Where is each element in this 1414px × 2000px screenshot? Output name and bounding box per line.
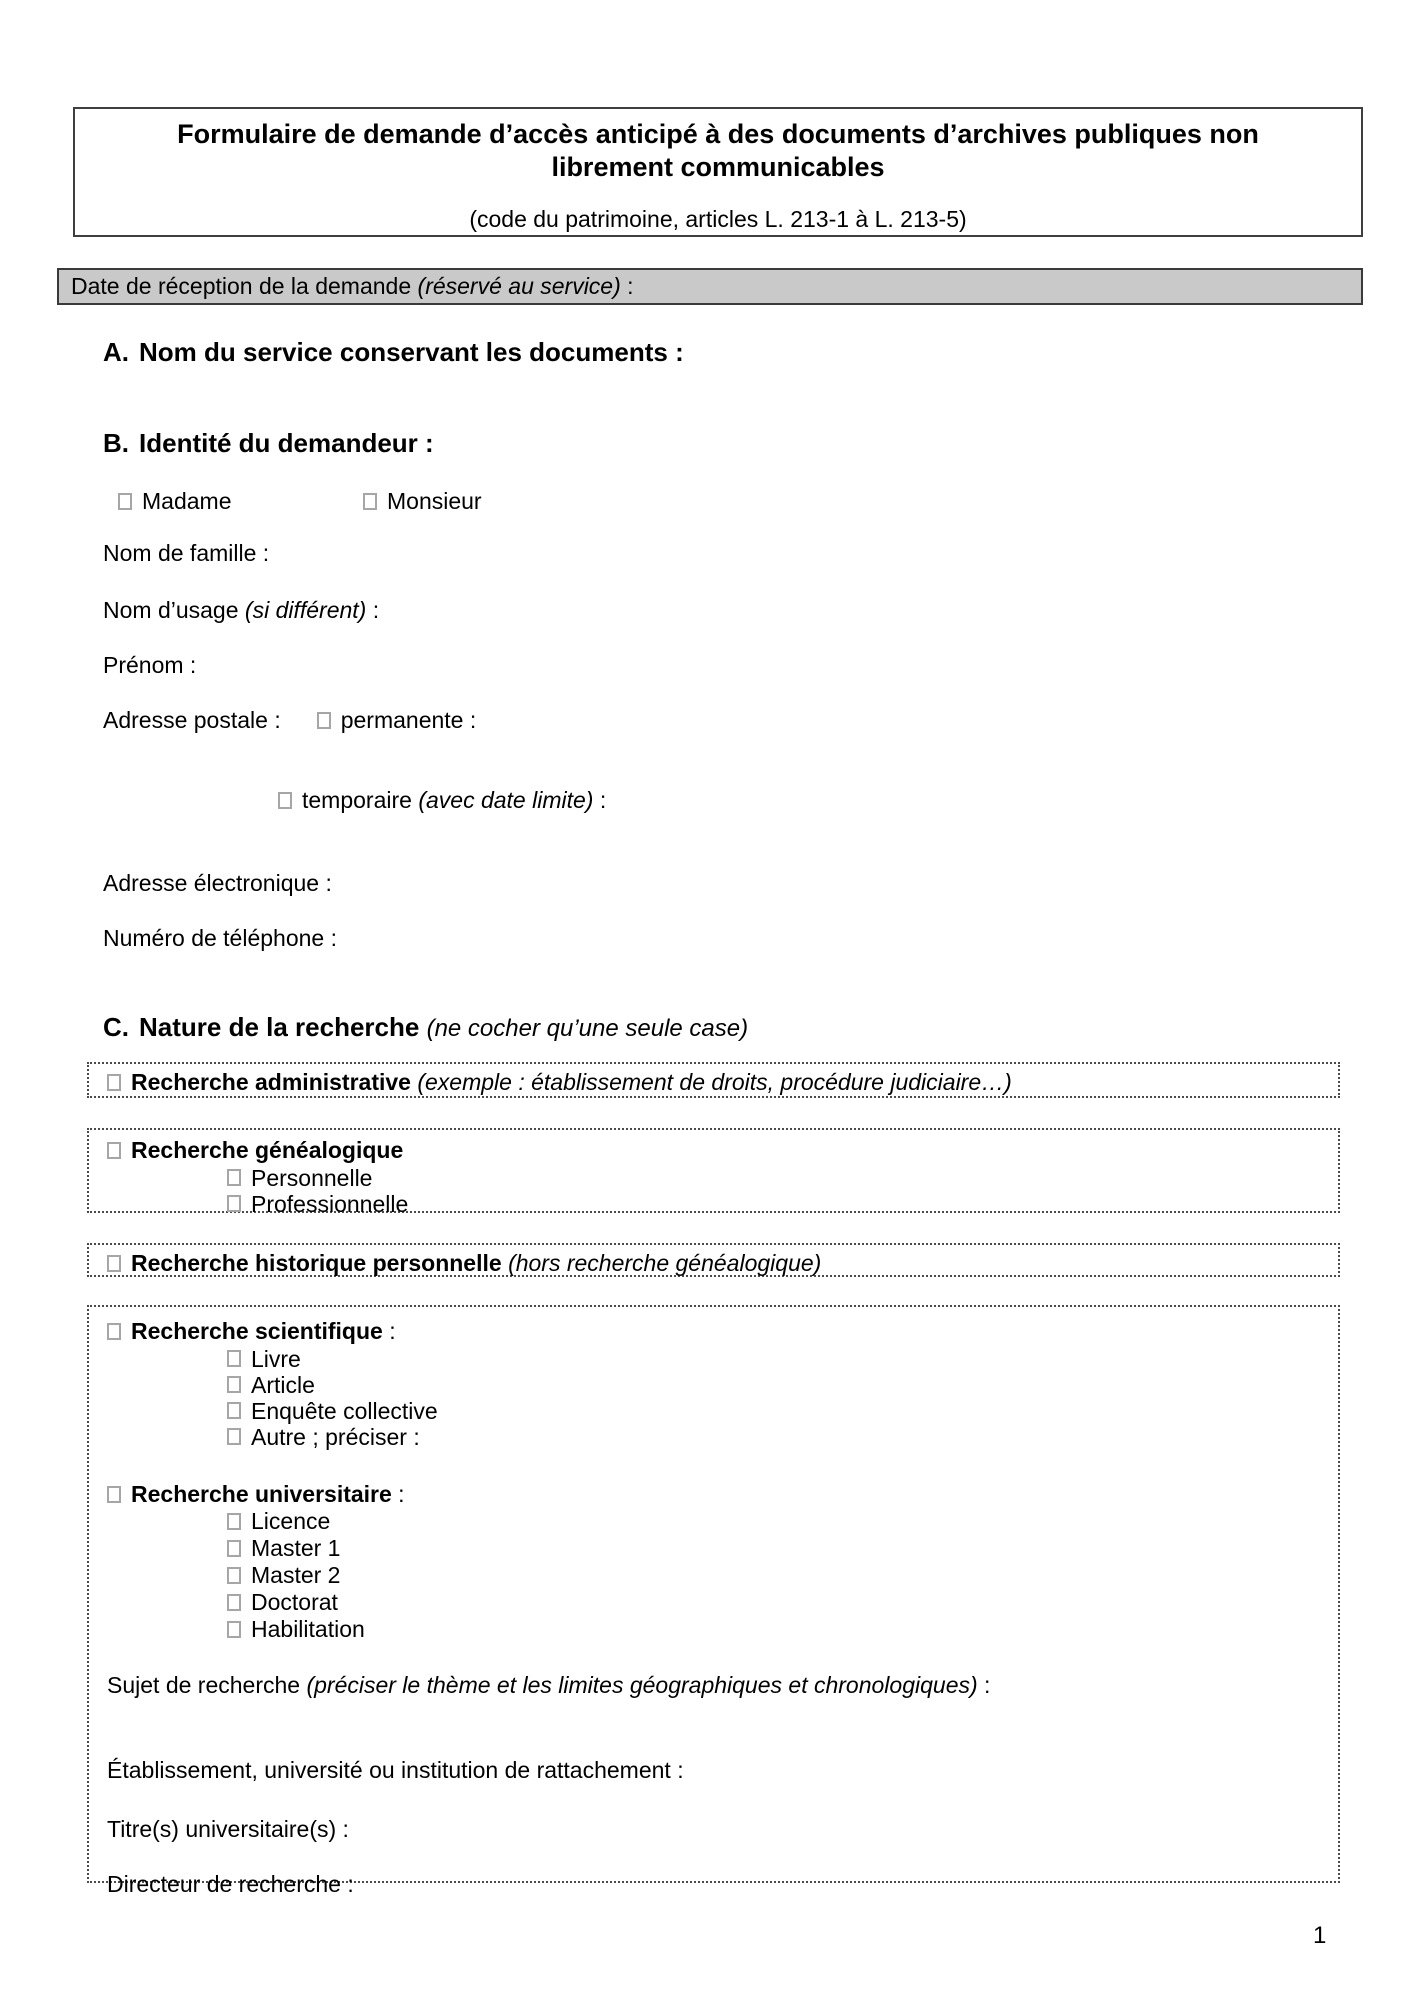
article-label: Article <box>251 1371 315 1398</box>
madame-checkbox[interactable] <box>118 493 132 510</box>
option-personnelle[interactable] <box>227 1165 1324 1191</box>
section-a-header <box>103 337 684 368</box>
monsieur-checkbox[interactable] <box>363 493 377 510</box>
option-professionnelle[interactable] <box>227 1191 1324 1217</box>
autre-checkbox[interactable] <box>227 1428 241 1445</box>
master-2-label: Master 2 <box>251 1562 341 1589</box>
recherche-genealogique-checkbox[interactable] <box>107 1142 121 1159</box>
recherche-universitaire-checkbox[interactable] <box>107 1486 121 1503</box>
email-field: Adresse électronique : <box>103 870 332 896</box>
option-livre[interactable] <box>227 1346 1324 1372</box>
recherche-administrative-note: (exemple : établissement de droits, procédure judiciaire…) <box>417 1069 1012 1095</box>
page-title: Formulaire de demande d’accès anticipé à des documents d’archives publiques non librement communicables <box>177 119 1259 182</box>
civility-row <box>118 488 482 516</box>
universitaire-options <box>227 1508 1324 1643</box>
recherche-administrative-label: Recherche administrative <box>131 1069 418 1095</box>
phone-field: Numéro de téléphone : <box>103 925 337 951</box>
article-checkbox[interactable] <box>227 1376 241 1393</box>
first-name-field: Prénom : <box>103 652 197 678</box>
recherche-historique-note: (hors recherche généalogique) <box>508 1250 822 1276</box>
recherche-administrative-checkbox[interactable] <box>107 1074 121 1091</box>
section-c-number: C. <box>103 1012 129 1042</box>
scientifique-options <box>227 1346 1324 1450</box>
reception-date-bar: Date de réception de la demande (réservé au service) : <box>57 268 1363 305</box>
civility-madame[interactable] <box>118 488 363 516</box>
doctorat-checkbox[interactable] <box>227 1594 241 1611</box>
permanent-address-checkbox[interactable] <box>317 712 331 729</box>
title-box <box>73 107 1363 237</box>
option-licence[interactable] <box>227 1508 1324 1535</box>
enquete-collective-checkbox[interactable] <box>227 1402 241 1419</box>
doctorat-label: Doctorat <box>251 1589 338 1616</box>
university-degrees-field: Titre(s) universitaire(s) : <box>107 1816 349 1843</box>
box-recherche-scientifique-universitaire: Recherche scientifique : Livre Article Enquête collective Autre ; préciser : Recherche universitaire : Licence Master 1 Master 2 Doctorat Habilitation Sujet de recherche (préciser le thème et les limites géographiques et chronologiques) : Établissement, université ou institution de rattachement : Titre(s) universitaire(s) : Directeur de recherche : <box>87 1305 1340 1883</box>
genealogique-options <box>227 1165 1324 1217</box>
personnelle-checkbox[interactable] <box>227 1169 241 1186</box>
recherche-scientifique-checkbox[interactable] <box>107 1323 121 1340</box>
recherche-universitaire-label: Recherche universitaire <box>131 1480 392 1507</box>
habilitation-label: Habilitation <box>251 1616 365 1643</box>
recherche-historique-label: Recherche historique personnelle <box>131 1250 509 1276</box>
personnelle-label: Personnelle <box>251 1164 373 1191</box>
box-recherche-historique <box>87 1243 1340 1277</box>
reception-label: Date de réception de la demande <box>71 273 418 299</box>
page-number: 1 <box>1313 1922 1327 1949</box>
master-2-checkbox[interactable] <box>227 1567 241 1584</box>
section-c-title: Nature de la recherche (ne cocher qu’une seule case) <box>139 1012 749 1042</box>
professionnelle-label: Professionnelle <box>251 1190 409 1217</box>
livre-checkbox[interactable] <box>227 1350 241 1367</box>
reception-note: (réservé au service) <box>417 273 621 299</box>
research-subject-field: Sujet de recherche (préciser le thème et les limites géographiques et chronologiques) : <box>107 1672 991 1699</box>
temporary-address-field <box>278 787 606 815</box>
option-enquete-collective[interactable] <box>227 1398 1324 1424</box>
page-subtitle: (code du patrimoine, articles L. 213-1 à L. 213-5) <box>469 206 967 232</box>
temporary-address-checkbox[interactable] <box>278 792 292 809</box>
option-master-2[interactable] <box>227 1562 1324 1589</box>
section-b-title: Identité du demandeur : <box>139 428 434 458</box>
permanent-address-label: permanente : <box>340 707 477 733</box>
habilitation-checkbox[interactable] <box>227 1621 241 1638</box>
civility-monsieur[interactable] <box>363 488 482 516</box>
option-habilitation[interactable] <box>227 1616 1324 1643</box>
autre-label: Autre ; préciser : <box>251 1423 420 1450</box>
usage-name-note: (si différent) <box>244 597 367 623</box>
recherche-historique-checkbox[interactable] <box>107 1255 121 1272</box>
master-1-checkbox[interactable] <box>227 1540 241 1557</box>
postal-address-label: Adresse postale : <box>103 707 281 733</box>
research-director-field: Directeur de recherche : <box>107 1870 354 1897</box>
master-1-label: Master 1 <box>251 1535 341 1562</box>
temporary-address-label: temporaire (avec date limite) : <box>302 787 607 813</box>
livre-label: Livre <box>251 1345 301 1372</box>
licence-checkbox[interactable] <box>227 1513 241 1530</box>
option-article[interactable] <box>227 1372 1324 1398</box>
research-subject-note: (préciser le thème et les limites géographiques et chronologiques) <box>306 1672 978 1699</box>
section-b-number: B. <box>103 428 129 458</box>
section-a-title: Nom du service conservant les documents : <box>139 337 684 367</box>
option-master-1[interactable] <box>227 1535 1324 1562</box>
madame-label: Madame <box>142 488 232 514</box>
licence-label: Licence <box>251 1508 331 1535</box>
box-recherche-administrative <box>87 1062 1340 1098</box>
section-c-header <box>103 1012 748 1044</box>
enquete-collective-label: Enquête collective <box>251 1397 438 1424</box>
option-autre-preciser[interactable] <box>227 1424 1324 1450</box>
professionnelle-checkbox[interactable] <box>227 1195 241 1212</box>
family-name-field: Nom de famille : <box>103 540 270 566</box>
institution-field: Établissement, université ou institution de rattachement : <box>107 1756 684 1783</box>
monsieur-label: Monsieur <box>387 488 482 514</box>
section-a-number: A. <box>103 337 129 367</box>
recherche-scientifique-label: Recherche scientifique <box>131 1318 383 1344</box>
box-recherche-genealogique <box>87 1128 1340 1217</box>
recherche-genealogique-label: Recherche généalogique <box>131 1137 404 1163</box>
usage-name-field: Nom d’usage (si différent) : <box>103 597 380 623</box>
section-c-note: (ne cocher qu’une seule case) <box>426 1015 749 1042</box>
section-b-header <box>103 428 434 459</box>
option-doctorat[interactable] <box>227 1589 1324 1616</box>
postal-address-field <box>103 707 476 735</box>
